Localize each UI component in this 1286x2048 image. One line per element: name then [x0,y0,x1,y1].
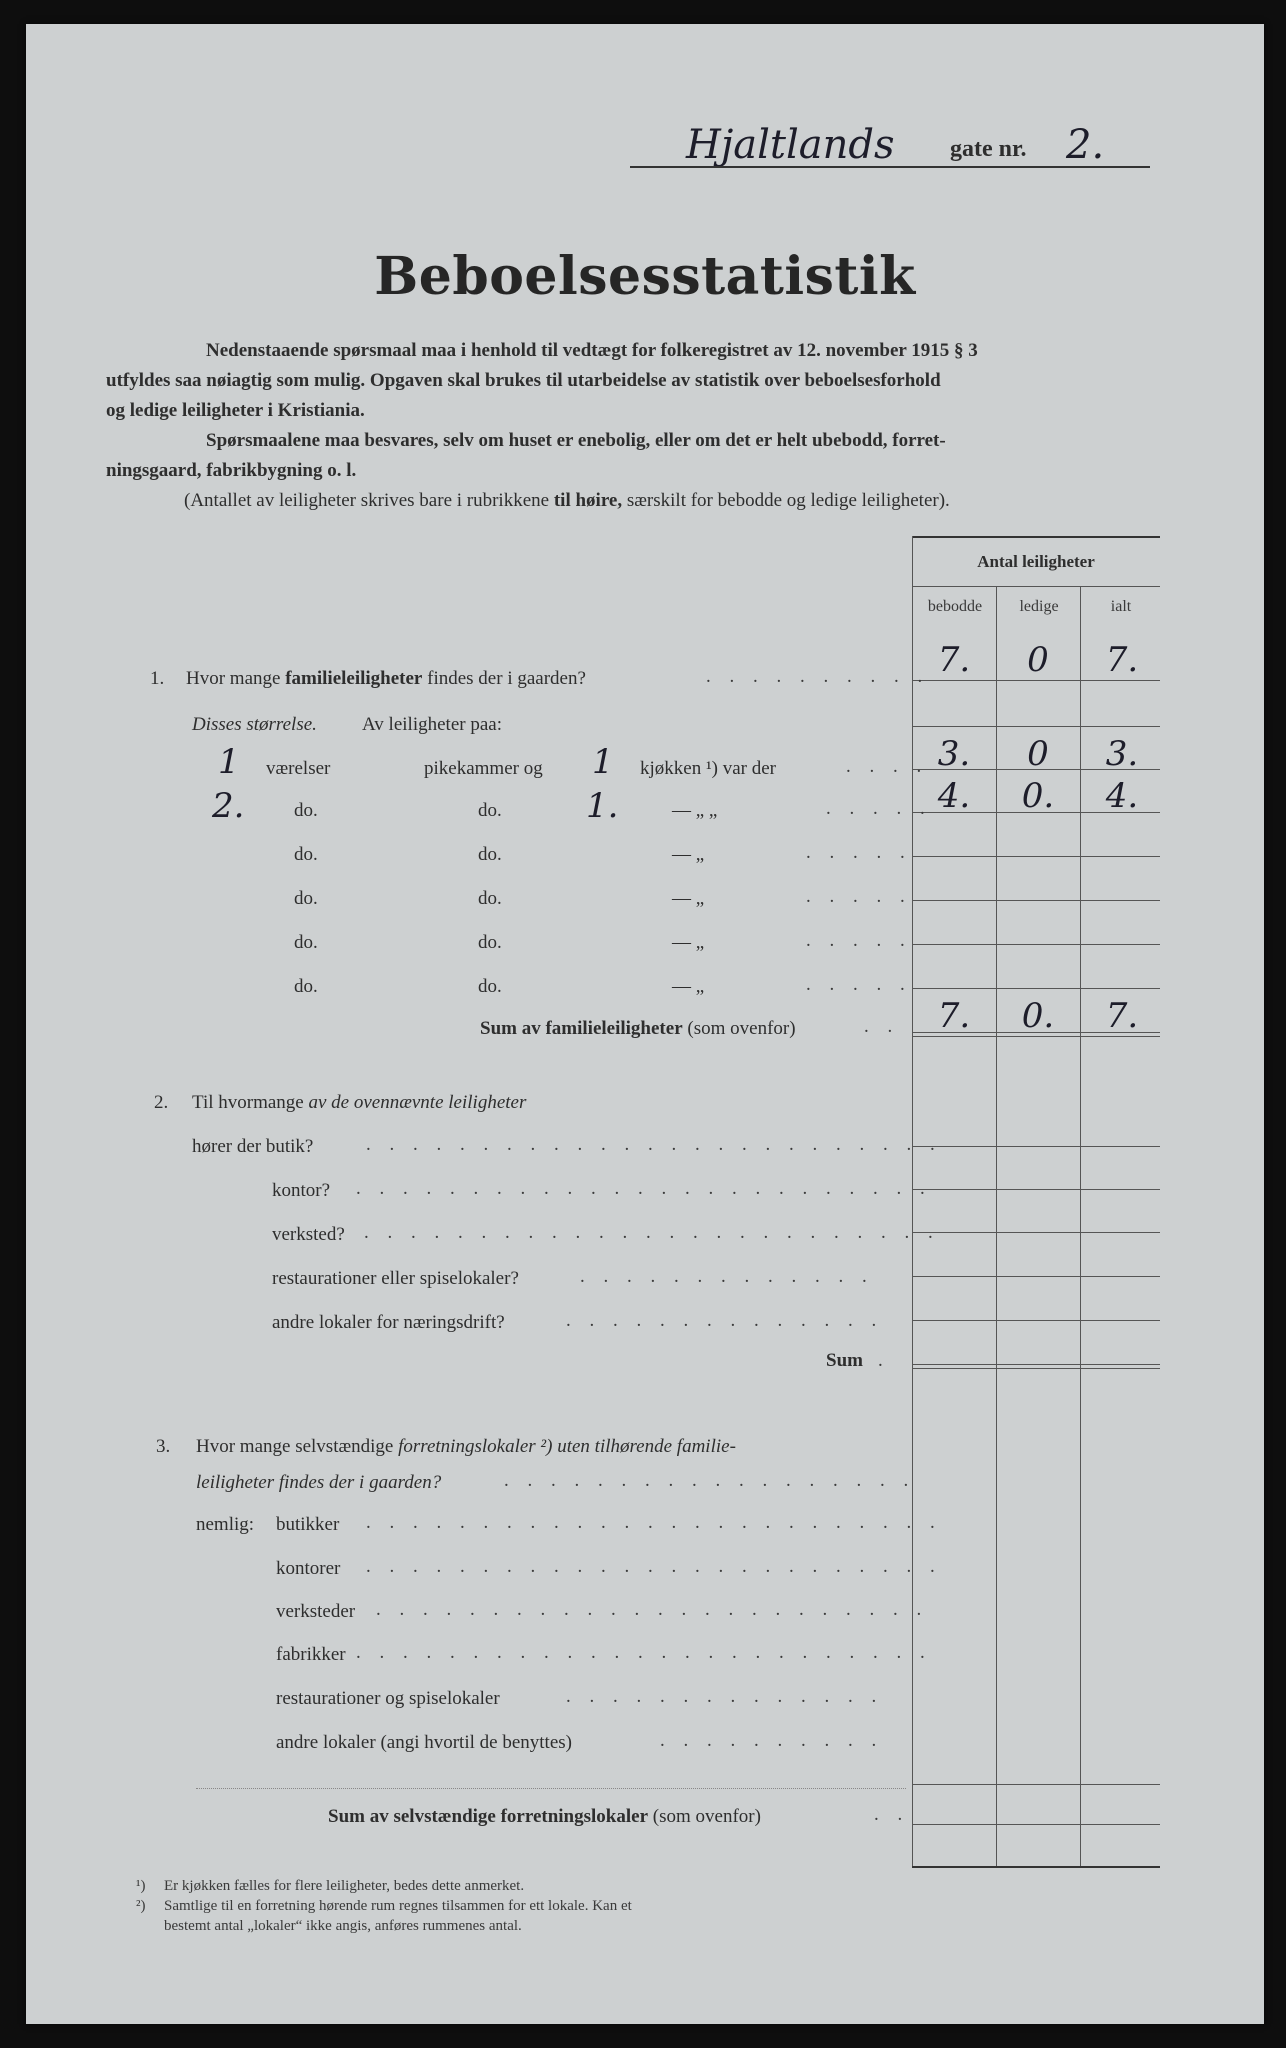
rooms-label: værelser [266,758,331,779]
maid-room-label: do. [478,976,502,997]
table-header-rule [912,586,1160,587]
row1-ledige-value[interactable]: 0 [1027,734,1049,774]
row-rule [912,1189,1160,1190]
leader-dots: . . . . . . . . . . . . . . [566,1686,884,1707]
rooms-label: do. [294,976,318,997]
leader-dots: . . . . . . . . . . . . . . . . . . . . . . . . . [366,1134,942,1155]
leader-dots: . . . . . . . . . . . . . . . . . . . . . . . . [376,1599,929,1620]
intro-line-2: utfyldes saa nøiagtig som mulig. Opgaven skal brukes til utarbeidelse av statistik over beboelsesforhold [106,370,941,391]
rooms-label: do. [294,932,318,953]
size-label: Disses størrelse. [192,714,317,735]
leader-dots: . . . . . . . . . . . . . . . . . . . . . . . . . [364,1222,940,1243]
maid-room-label: do. [478,844,502,865]
row-rule [912,1232,1160,1233]
q3-item-restaurationer: restaurationer og spiselokaler [276,1688,500,1709]
row2-bebodde-value[interactable]: 4. [937,776,971,816]
leader-dots: . . . . . . . . . . . . . . [566,1310,884,1331]
leader-dots: . . . . . . . . . . . . . . . . . . . . . . . . . [356,1178,932,1199]
leader-dots: . [878,1350,890,1371]
footnote-1-mark: ¹) [136,1878,146,1894]
rooms-label: do. [294,888,318,909]
form-page [26,24,1264,2024]
kitchen-label: — „ [672,888,705,909]
row-rule [912,680,1160,681]
maid-room-label: pikekammer og [424,758,543,779]
row-rule [912,1146,1160,1147]
row1-bebodde-value[interactable]: 3. [937,734,971,774]
leader-dots: . . . . . . . . . . . . . . . . . . . . . . . . . [356,1642,932,1663]
q1-number: 1. [150,668,165,689]
q3-item-kontorer: kontorer [276,1558,341,1579]
q3-item-fabrikker: fabrikker [276,1644,346,1665]
q1-sum-bebodde-value[interactable]: 7. [937,996,971,1036]
leader-dots: . . [874,1804,910,1825]
q2-item-kontor: kontor? [272,1180,331,1201]
kitchen-handwritten: 1 [592,742,614,782]
intro-line-4: Spørsmaalene maa besvares, selv om huset er enebolig, eller om det er helt ubebodd, forret- [206,430,946,451]
q2-item-andre: andre lokaler for næringsdrift? [272,1312,505,1333]
intro-line-5: ningsgaard, fabrikbygning o. l. [106,460,357,481]
q1-ialt-value[interactable]: 7. [1105,640,1139,680]
kitchen-label: — „ „ [672,800,718,821]
kitchen-label: — „ [672,976,705,997]
page-title: Beboelsesstatistik [374,246,916,307]
kitchen-label: kjøkken ¹) var der [640,758,777,779]
leader-dots: . . . . . [806,974,912,995]
leader-dots: . . . . . [806,930,912,951]
leader-dots: . . . . . [806,886,912,907]
footnote-1: Er kjøkken fælles for flere leiligheter, bedes dette anmerket. [164,1878,525,1894]
q2-item-butik: hører der butik? [192,1136,314,1157]
row2-ialt-value[interactable]: 4. [1105,776,1139,816]
leader-dots: . . . . . . . . . . . . . . . . . . . . . . . . . [366,1512,942,1533]
q1-sum-label: Sum av familieleiligheter (som ovenfor) [480,1018,796,1039]
intro-line-6: (Antallet av leiligheter skrives bare i rubrikkene til høire, særskilt for bebodde og ledige leiligheter). [184,490,950,511]
q1-sum-ledige-value[interactable]: 0. [1021,996,1055,1036]
rooms-handwritten: 1 [218,742,240,782]
leader-dots: . . . . . [826,798,932,819]
leader-dots: . . . . . . . . . . . . . . . . . . . . . . . . . [366,1556,942,1577]
q2-item-restaurationer: restaurationer eller spiselokaler? [272,1268,519,1289]
street-number-handwritten: 2. [1066,122,1105,168]
maid-room-label: do. [478,888,502,909]
gate-label: gate nr. [950,136,1027,162]
q1-ledige-value[interactable]: 0 [1027,640,1049,680]
row-rule [912,1320,1160,1321]
row1-ialt-value[interactable]: 3. [1105,734,1139,774]
leader-dots: . . . . . . . . . . . . . [580,1266,874,1287]
footnote-2-line-1: Samtlige til en forretning hørende rum regnes tilsammen for ett lokale. Kan et [164,1898,632,1914]
maid-room-label: do. [478,800,502,821]
rooms-label: do. [294,800,318,821]
street-name-handwritten: Hjaltlands [686,122,895,168]
street-underline [630,166,1150,168]
leader-dots: . . . . [846,756,929,777]
row-rule [912,1364,1160,1365]
rooms-label: do. [294,844,318,865]
q3-nemlig: nemlig: [196,1514,255,1535]
footnote-2-line-2: bestemt antal „lokaler“ ikke angis, anføres rummenes antal. [164,1918,522,1934]
table-divider-1 [996,586,997,1866]
q2-number: 2. [154,1092,169,1113]
leader-dots: . . . . . . . . . . [660,1730,884,1751]
col-header-ledige: ledige [1019,598,1059,615]
q3-text-line-1: Hvor mange selvstændige forretningslokaler ²) uten tilhørende familie- [196,1436,736,1457]
q3-text-line-2: leiligheter findes der i gaarden? [196,1472,442,1493]
table-header-title: Antal leiligheter [977,552,1095,571]
q3-item-andre: andre lokaler (angi hvortil de benyttes) [276,1732,572,1753]
kitchen-label: — „ [672,932,705,953]
q3-number: 3. [156,1436,171,1457]
row-rule [912,1784,1160,1785]
q3-item-verksteder: verksteder [276,1601,356,1622]
q1-bebodde-value[interactable]: 7. [937,640,971,680]
row-rule [912,726,1160,727]
separator-line [196,1788,906,1789]
rooms-handwritten: 2. [212,786,245,826]
q1-text: Hvor mange familieleiligheter findes der i gaarden? [186,668,586,689]
footnote-2-mark: ²) [136,1898,146,1914]
row-rule [912,1368,1160,1369]
row-rule [912,988,1160,989]
table-top-rule [912,536,1160,538]
leader-dots: . . [864,1016,900,1037]
maid-room-label: do. [478,932,502,953]
leader-dots: . . . . . [806,842,912,863]
table-left-border [912,536,913,1866]
table-divider-2 [1080,586,1081,1866]
row-rule [912,900,1160,901]
q1-sum-ialt-value[interactable]: 7. [1105,996,1139,1036]
kitchen-label: — „ [672,844,705,865]
row-rule [912,1036,1160,1037]
leader-dots: . . . . . . . . . . [706,666,930,687]
q2-text: Til hvormange av de ovennævnte leiligheter [192,1092,527,1113]
intro-line-1: Nedenstaaende spørsmaal maa i henhold til vedtægt for folkeregistret av 12. november 1915 § 3 [206,340,978,361]
q2-item-verksted: verksted? [272,1224,345,1245]
row-rule [912,1276,1160,1277]
size-text: Av leiligheter paa: [362,714,502,735]
kitchen-handwritten: 1. [586,786,619,826]
row-rule [912,944,1160,945]
intro-line-3: og ledige leiligheter i Kristiania. [106,400,365,421]
q3-sum-label: Sum av selvstændige forretningslokaler (som ovenfor) [328,1806,761,1827]
table-bottom-rule [912,1866,1160,1868]
row-rule [912,1824,1160,1825]
q2-sum-label: Sum [826,1350,863,1371]
col-header-bebodde: bebodde [927,598,983,615]
col-header-ialt: ialt [1110,598,1132,615]
row2-ledige-value[interactable]: 0. [1021,776,1055,816]
q3-item-butikker: butikker [276,1514,340,1535]
leader-dots: . . . . . . . . . . . . . . . . . . [504,1470,916,1491]
row-rule [912,856,1160,857]
